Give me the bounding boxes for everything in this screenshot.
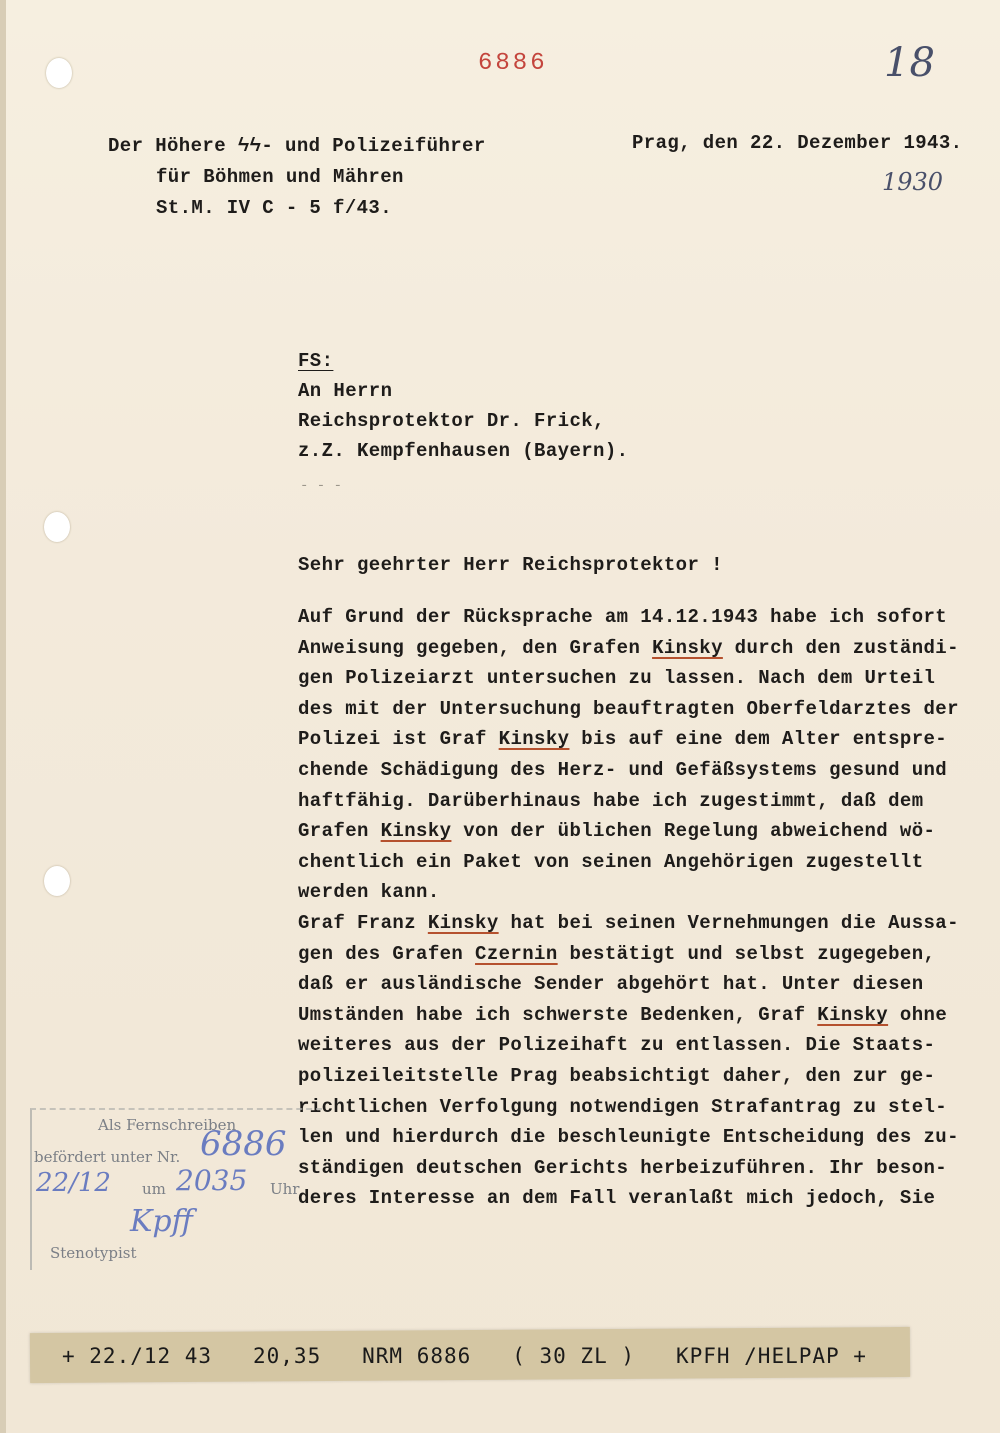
stamp-line-1: Als Fernschreiben [98,1116,237,1134]
red-stamp-number: 6886 [478,50,548,77]
sender-line-2: für Böhmen und Mähren [156,166,404,188]
dispatch-stamp [30,1108,320,1268]
salutation: Sehr geehrter Herr Reichsprotektor ! [298,554,723,576]
address-line-1: An Herrn [298,380,393,402]
place-date: Prag, den 22. Dezember 1943. [632,132,963,154]
body-line: richtlichen Verfolgung notwendigen Strafantrag zu stel- [298,1095,948,1118]
body-line: ständigen deutschen Gerichts herbeizuführen. Ihr beson- [298,1156,948,1179]
underlined-name: Czernin [475,942,558,965]
body-line: daß er ausländische Sender abgehört hat. Unter diesen [298,973,924,996]
stamp-line-2: befördert unter Nr. [34,1148,181,1166]
stamp-date-hand: 22/12 [36,1168,111,1198]
body-line: chende Schädigung des Herz- und Gefäßsystems gesund und [298,759,948,781]
punch-hole-top [46,58,72,88]
sender-line-1: Der Höhere ϟϟ- und Polizeiführer [108,135,486,157]
handwritten-time-note: 1930 [882,168,944,196]
body-line: chentlich ein Paket von seinen Angehörigen zugestellt [298,850,924,873]
underlined-name: Kinsky [380,820,452,843]
underlined-name: Kinsky [817,1003,889,1026]
body-line: Auf Grund der Rücksprache am 14.12.1943 habe ich sofort [298,606,948,628]
punch-hole-lower [44,866,70,896]
body-line: werden kann. [298,881,440,904]
stamp-time-label: um [142,1180,166,1198]
body-line: des mit der Untersuchung beauftragten Oberfeldarztes der [298,697,959,720]
underlined-name: Kinsky [498,728,570,751]
handwritten-page-number: 18 [884,40,935,86]
punch-hole-middle [44,512,70,542]
separator-mark: - - - [300,478,343,494]
telex-strip-text: + 22./12 43 20,35 NRM 6886 ( 30 ZL ) KPFH /HELPAP + [62,1344,867,1368]
body-line: Grafen Kinsky von der üblichen Regelung abweichend wö- [298,820,936,843]
body-line: Graf Franz Kinsky hat bei seinen Vernehmungen die Aussa- [298,912,959,934]
stamp-time-hand: 2035 [176,1164,248,1197]
underlined-name: Kinsky [427,912,499,934]
stamp-unit: Uhr [270,1180,300,1198]
body-line: Polizei ist Graf Kinsky bis auf eine dem Alter entspre- [298,728,948,751]
fs-label: FS: [298,350,334,372]
underlined-name: Kinsky [652,636,723,659]
paper-edge [0,0,6,1433]
stamp-number-hand: 6886 [200,1124,287,1164]
address-line-2: Reichsprotektor Dr. Frick, [298,410,605,432]
stamp-signature: Kpff [130,1204,193,1239]
body-line: gen Polizeiarzt untersuchen zu lassen. Nach dem Urteil [298,667,936,690]
body-line: gen des Grafen Czernin bestätigt und selbst zugegeben, [298,942,936,965]
body-line: deres Interesse an dem Fall veranlaßt mich jedoch, Sie [298,1187,936,1210]
body-line: Anweisung gegeben, den Grafen Kinsky durch den zuständi- [298,636,959,659]
address-line-3: z.Z. Kempfenhausen (Bayern). [298,440,629,462]
body-line: len und hierdurch die beschleunigte Entscheidung des zu- [298,1126,959,1149]
body-line: weiteres aus der Polizeihaft zu entlassen. Die Staats- [298,1034,936,1057]
body-line: haftfähig. Darüberhinaus habe ich zugestimmt, daß dem [298,789,924,812]
body-line: polizeileitstelle Prag beabsichtigt daher, den zur ge- [298,1065,936,1087]
stamp-line-5: Stenotypist [50,1244,137,1262]
reference-number: St.M. IV C - 5 f/43. [156,197,393,219]
body-line: Umständen habe ich schwerste Bedenken, Graf Kinsky ohne [298,1003,948,1026]
